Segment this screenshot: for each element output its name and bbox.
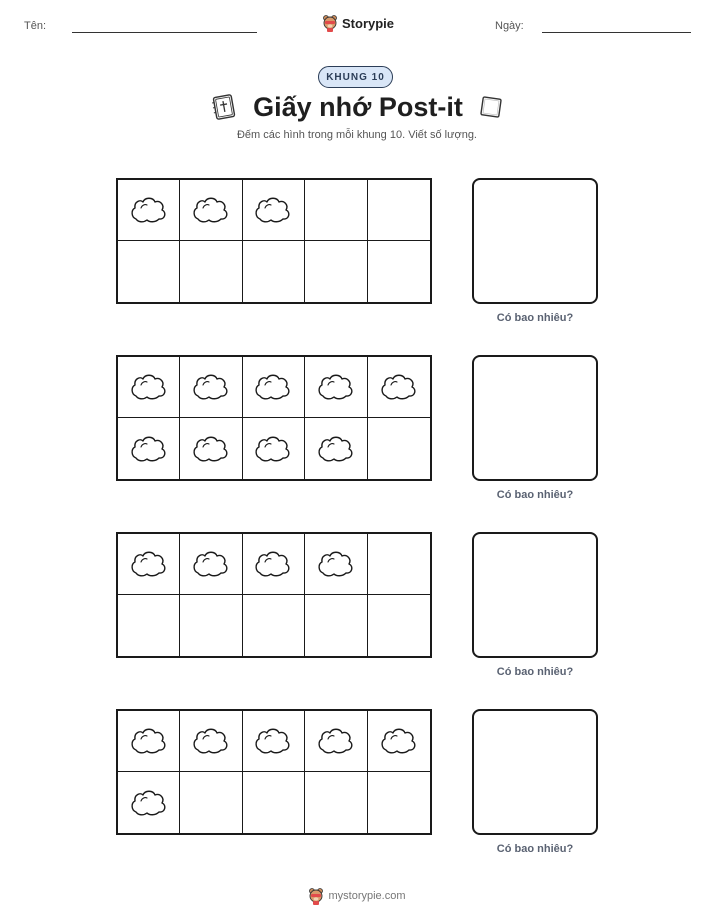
brand-logo [322,12,394,34]
ten-frame-cell [243,534,305,595]
sticky-note-icon [252,724,294,758]
ten-frame-cell [243,418,305,479]
footer [0,886,714,906]
sticky-note-icon [477,93,505,121]
ten-frame-cell [368,595,430,656]
ten-frame [116,355,432,481]
sticky-note-icon [252,193,294,227]
ten-frame-cell [180,357,242,418]
ten-frame-cell [368,418,430,479]
sticky-note-icon [128,786,170,820]
title-row [0,88,714,126]
sticky-note-icon [252,370,294,404]
ten-frame-cell [180,180,242,241]
ten-frame-cell [180,711,242,772]
ten-frame-cell [118,418,180,479]
how-many-label: Có bao nhiêu? [496,666,574,678]
footer-url: mystorypie.com [328,890,406,902]
sticky-note-icon [315,724,357,758]
answer-box[interactable] [472,178,598,304]
sticky-note-icon [315,547,357,581]
ten-frame-cell [118,357,180,418]
ten-frame-cell [180,534,242,595]
page-title: Giấy nhớ Post-it [253,91,463,122]
sticky-note-icon [190,370,232,404]
sticky-note-icon [128,432,170,466]
name-label: Tên: [24,20,47,32]
sticky-note-icon [315,370,357,404]
brand-name: Storypie [342,15,395,31]
instructions: Đếm các hình trong mỗi khung 10. Viết số lượng. [236,129,477,141]
ten-frame-cell [243,357,305,418]
sticky-note-icon [128,193,170,227]
ten-frame-cell [243,772,305,833]
sticky-note-icon [190,547,232,581]
ten-frame-cell [305,534,367,595]
sticky-note-icon [190,193,232,227]
ten-frame-cell [368,241,430,302]
ten-frame-cell [118,711,180,772]
sticky-note-icon [128,547,170,581]
notebook-icon [209,92,239,122]
sticky-note-icon [378,724,420,758]
name-line[interactable] [72,32,257,33]
date-label: Ngày: [495,20,524,32]
ten-frame-cell [118,241,180,302]
ten-frame-cell [243,241,305,302]
sticky-note-icon [378,370,420,404]
ten-frame-cell [368,357,430,418]
ten-frame-cell [305,595,367,656]
ten-frame-cell [368,180,430,241]
ten-frame-cell [305,180,367,241]
sticky-note-icon [315,432,357,466]
sticky-note-icon [128,724,170,758]
ten-frame-cell [368,534,430,595]
sticky-note-icon [190,724,232,758]
ten-frame-cell [118,180,180,241]
ten-frame-cell [243,595,305,656]
ten-frame [116,532,432,658]
ten-frame-cell [305,357,367,418]
ten-frame-cell [305,772,367,833]
ten-frame-cell [368,772,430,833]
ten-frame [116,178,432,304]
ten-frame-cell [118,534,180,595]
how-many-label: Có bao nhiêu? [496,489,574,501]
ten-frame-badge: KHUNG 10 [318,66,393,88]
sticky-note-icon [252,547,294,581]
ten-frame-cell [180,241,242,302]
ten-frame [116,709,432,835]
sticky-note-icon [190,432,232,466]
how-many-label: Có bao nhiêu? [496,312,574,324]
bear-mascot-icon [308,887,324,905]
answer-box[interactable] [472,355,598,481]
answer-box[interactable] [472,709,598,835]
ten-frame-cell [118,772,180,833]
bear-mascot-icon [322,14,338,32]
ten-frame-cell [180,418,242,479]
ten-frame-cell [180,595,242,656]
sticky-note-icon [128,370,170,404]
sticky-note-icon [252,432,294,466]
ten-frame-cell [243,180,305,241]
ten-frame-cell [305,418,367,479]
how-many-label: Có bao nhiêu? [496,843,574,855]
date-line[interactable] [542,32,691,33]
ten-frame-cell [305,241,367,302]
ten-frame-cell [118,595,180,656]
ten-frame-cell [243,711,305,772]
ten-frame-cell [305,711,367,772]
ten-frame-cell [180,772,242,833]
ten-frame-cell [368,711,430,772]
answer-box[interactable] [472,532,598,658]
